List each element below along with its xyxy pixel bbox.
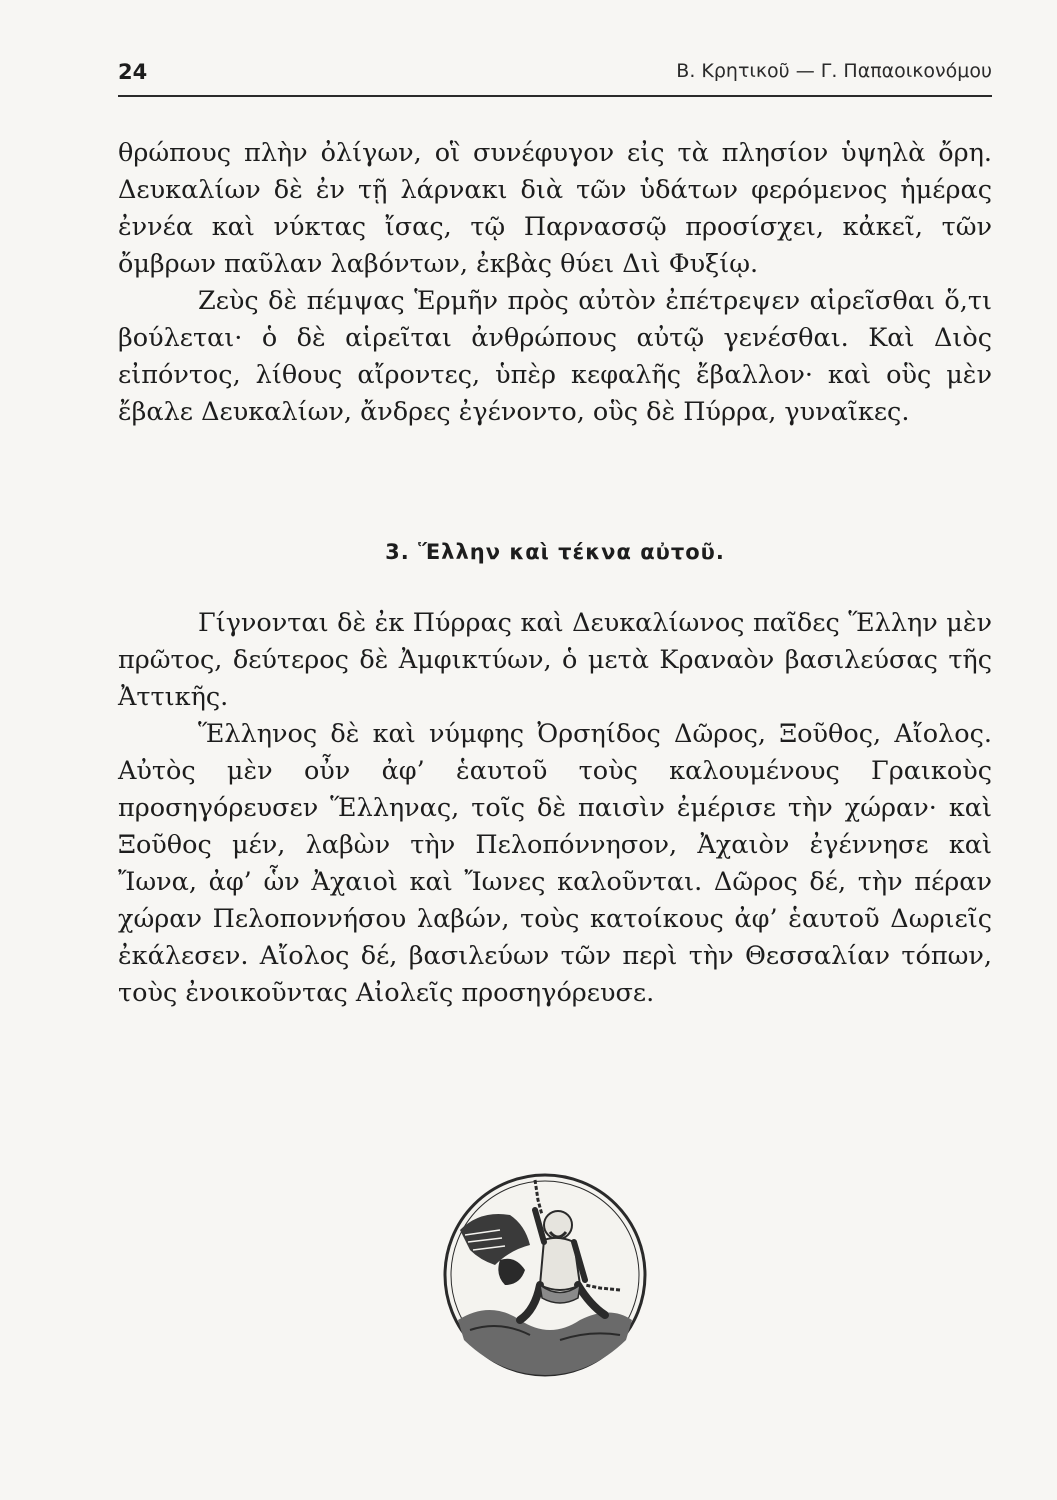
header-rule	[118, 95, 992, 97]
paragraph: Ζεὺς δὲ πέμψας Ἑρμῆν πρὸς αὐτὸν ἐπέτρεψεν αἱρεῖσθαι ὅ,τι βούλεται· ὁ δὲ αἱρεῖται ἀνθρώπους αὐτῷ γενέσθαι. Καὶ Διὸς εἰπόντος, λίθους αἴροντες, ὑπὲρ κεφαλῆς ἔβαλλον· καὶ οὓς μὲν ἔβαλε Δευκαλίων, ἄνδρες ἐγένοντο, οὓς δὲ Πύρρα, γυναῖκες.	[118, 286, 992, 427]
text-block-bottom	[118, 605, 992, 1012]
running-head: Β. Κρητικοῦ — Γ. Παπαοικονόμου	[676, 60, 992, 82]
text-block-top	[118, 135, 992, 431]
paragraph: θρώπους πλὴν ὀλίγων, οἳ συνέφυγον εἰς τὰ πλησίον ὑψηλὰ ὄρη. Δευκαλίων δὲ ἐν τῇ λάρνακι διὰ τῶν ὑδάτων φερόμενος ἡμέρας ἐννέα καὶ νύκτας ἴσας, τῷ Παρνασσῷ προσίσχει, κἀκεῖ, τῶν ὄμβρων παῦλαν λαβόντων, ἐκβὰς θύει Διὶ Φυξίῳ.	[118, 138, 992, 279]
page-number: 24	[118, 60, 148, 84]
section-heading: 3. Ἕλλην καὶ τέκνα αὐτοῦ.	[385, 540, 725, 564]
page-header	[118, 58, 992, 92]
paragraph: Ἕλληνος δὲ καὶ νύμφης Ὀρσηίδος Δῶρος, Ξοῦθος, Αἴολος. Αὐτὸς μὲν οὖν ἀφ’ ἑαυτοῦ τοὺς καλουμένους Γραικοὺς προσηγόρευσεν Ἕλληνας, τοῖς δὲ παισὶν ἐμέρισε τὴν χώραν· καὶ Ξοῦθος μέν, λαβὼν τὴν Πελοπόννησον, Ἀχαιὸν ἐγέννησε καὶ Ἴωνα, ἀφ’ ὧν Ἀχαιοὶ καὶ Ἴωνες καλοῦνται. Δῶρος δέ, τὴν πέραν χώραν Πελοποννήσου λαβών, τοὺς κατοίκους ἀφ’ ἑαυτοῦ Δωριεῖς ἐκάλεσεν. Αἴολος δέ, βασιλεύων τῶν περὶ τὴν Θεσσαλίαν τόπων, τοὺς ἐνοικοῦντας Αἰολεῖς προσηγόρευσε.	[118, 719, 992, 1008]
chained-figure-with-eagle-icon	[440, 1170, 650, 1380]
paragraph: Γίγνονται δὲ ἐκ Πύρρας καὶ Δευκαλίωνος παῖδες Ἕλλην μὲν πρῶτος, δεύτερος δὲ Ἀμφικτύων, ὁ μετὰ Κραναὸν βασιλεύσας τῆς Ἀττικῆς.	[118, 608, 992, 712]
